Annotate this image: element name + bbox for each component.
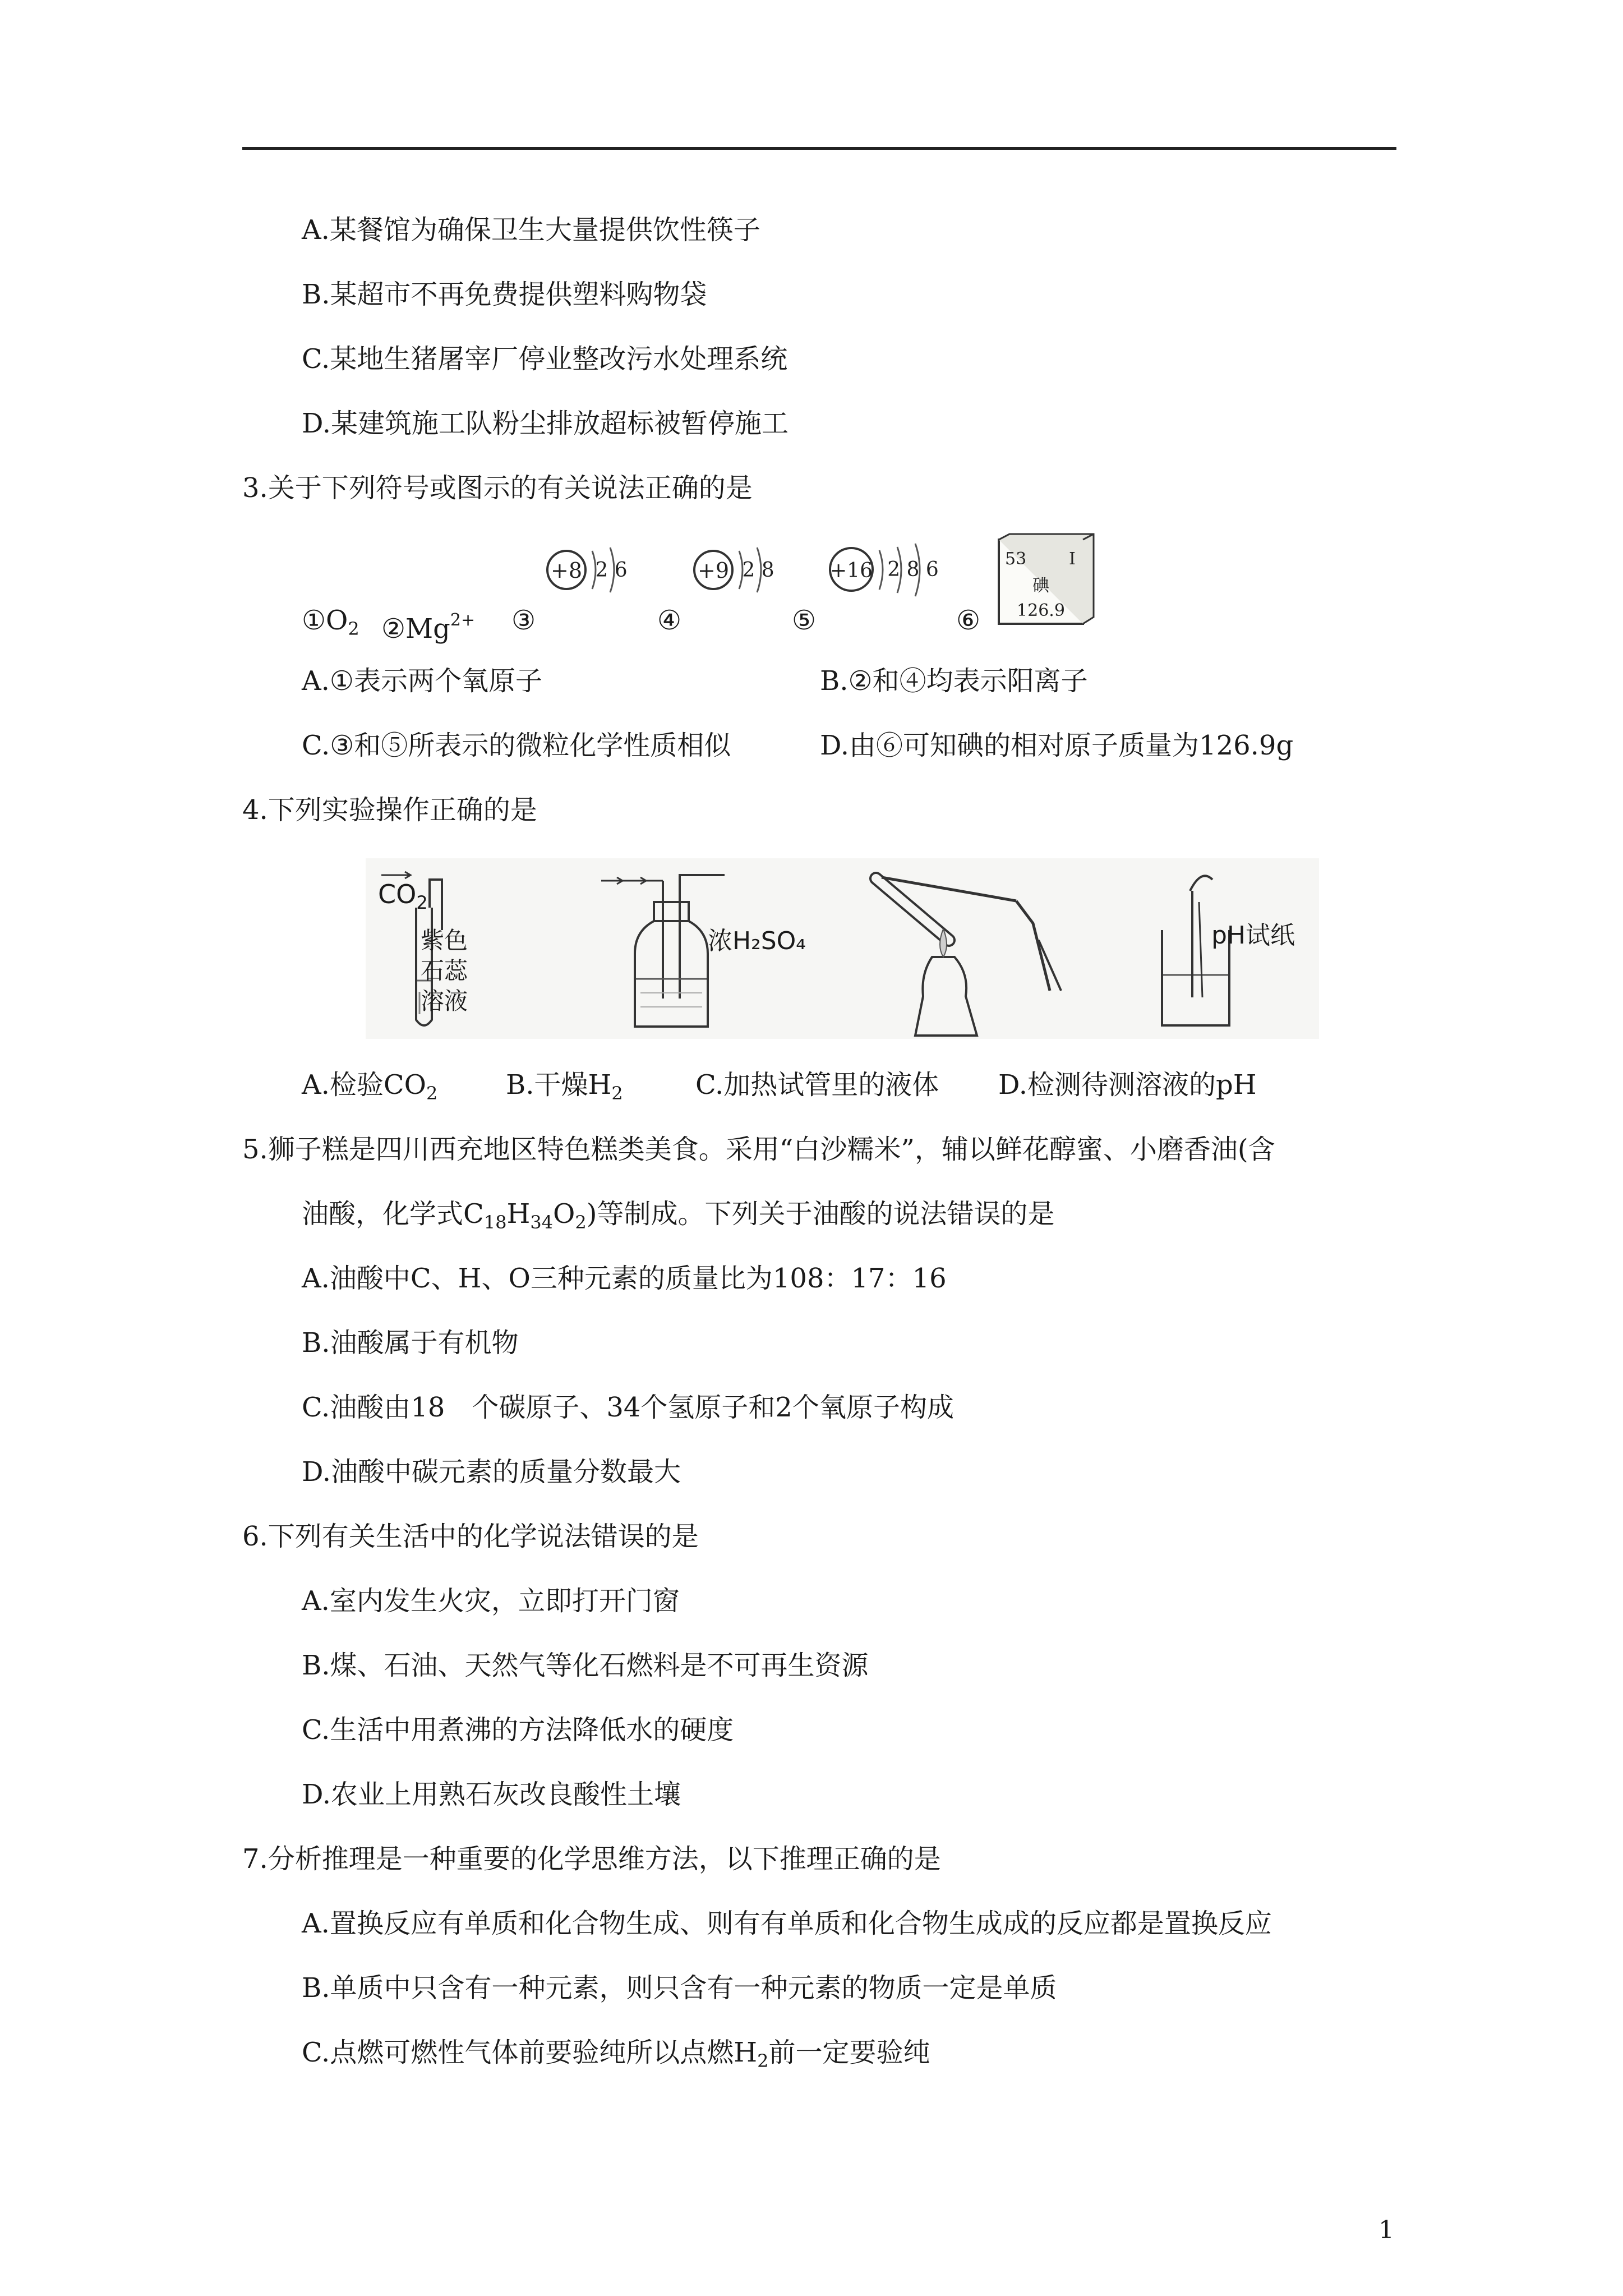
q2-option-b: B.某超市不再免费提供塑料购物袋 [302,279,707,310]
atom-diagram-oxygen [543,537,638,610]
q6-stem: 6.下列有关生活中的化学说法错误的是 [242,1521,699,1552]
q3-option-d: D.由⑥可知碘的相对原子质量为126.9g [820,730,1294,761]
q7-option-c: C.点燃可燃性气体前要验纯所以点燃$H_2$前一定要验纯 [302,2037,930,2072]
q6-option-b: B.煤、石油、天然气等化石燃料是不可再生资源 [302,1650,869,1681]
svg-text:I: I [1069,549,1076,569]
litmus-label: 紫色 石蕊 溶液 [421,927,468,1015]
ph-paper-beaker-icon [1151,868,1241,1037]
q3-symbol-1: $①O_2$ [302,605,359,639]
q4-option-a: A.检验$CO_2$ [302,1069,438,1104]
q6-option-a: A.室内发生火灾，立即打开门窗 [302,1585,680,1617]
q3-symbol-4: ④ [657,605,682,636]
q3-symbol-6: ⑥ [956,605,981,636]
svg-text:126.9: 126.9 [1017,601,1065,620]
svg-text:碘: 碘 [1032,576,1049,596]
q7-stem: 7.分析推理是一种重要的化学思维方法，以下推理正确的是 [242,1843,941,1875]
q3-option-a: A.①表示两个氧原子 [302,665,542,697]
q5-stem-line1: 5.狮子糕是四川西充地区特色糕类美食。采用“白沙糯米”，辅以鲜花醇蜜、小磨香油(含 [242,1134,1275,1165]
q5-option-a: A.油酸中C、H、O三种元素的质量比为108：17：16 [302,1263,947,1294]
header-rule [242,147,1396,150]
q4-option-d: D.检测待测溶液的pH [998,1069,1257,1101]
q4-option-b: B.干燥$H_2$ [506,1069,623,1104]
q3-option-c: C.③和⑤所表示的微粒化学性质相似 [302,730,731,761]
q5-stem-line2: 油酸，化学式$C_{18}H_{34}O_2$)等制成。下列关于油酸的说法错误的是 [302,1198,1055,1233]
q3-symbol-5: ⑤ [792,605,817,636]
q6-option-d: D.农业上用熟石灰改良酸性土壤 [302,1779,681,1810]
q3-stem: 3.关于下列符号或图示的有关说法正确的是 [242,472,753,504]
q5-option-d: D.油酸中碳元素的质量分数最大 [302,1456,681,1488]
q3-option-b: B.②和④均表示阳离子 [820,665,1088,697]
svg-text:2 8: 2 8 [742,559,774,582]
q2-option-c: C.某地生猪屠宰厂停业整改污水处理系统 [302,343,788,375]
atom-diagram-sulfur [826,536,955,609]
q3-symbol-3: ③ [511,605,536,636]
element-card-iodine [997,533,1095,627]
q4-apparatus-figure [366,858,1319,1039]
q4-option-c: C.加热试管里的液体 [695,1069,939,1101]
q5-option-c: C.油酸由18 个碳原子、34个氢原子和2个氧原子构成 [302,1392,954,1423]
q3-symbol-2: $②Mg^{2+}$ [381,610,476,645]
svg-text:+9: +9 [697,558,730,583]
q6-option-c: C.生活中用煮沸的方法降低水的硬度 [302,1714,734,1746]
svg-text:2 8 6: 2 8 6 [887,558,939,581]
q5-option-b: B.油酸属于有机物 [302,1327,519,1359]
svg-text:+8: +8 [550,558,583,583]
q2-option-a: A.某餐馆为确保卫生大量提供饮性筷子 [302,214,760,246]
q4-stem: 4.下列实验操作正确的是 [242,794,537,826]
sulfuric-acid-label: 浓H₂SO₄ [708,927,806,955]
svg-text:53: 53 [1005,549,1027,569]
heating-test-tube-icon [865,862,1067,1039]
q2-option-d: D.某建筑施工队粉尘排放超标被暂停施工 [302,408,789,439]
ph-paper-label: pH试纸 [1211,921,1295,950]
page-number: 1 [1378,2216,1394,2244]
co2-label: $CO_2$ [378,879,428,913]
q7-option-a: A.置换反应有单质和化合物生成、则有有单质和化合物生成成的反应都是置换反应 [302,1908,1272,1939]
svg-text:2 6: 2 6 [595,559,628,582]
svg-text:+16: +16 [830,559,873,582]
q7-option-b: B.单质中只含有一种元素，则只含有一种元素的物质一定是单质 [302,1972,1057,2004]
atom-diagram-fluorine [690,537,785,610]
